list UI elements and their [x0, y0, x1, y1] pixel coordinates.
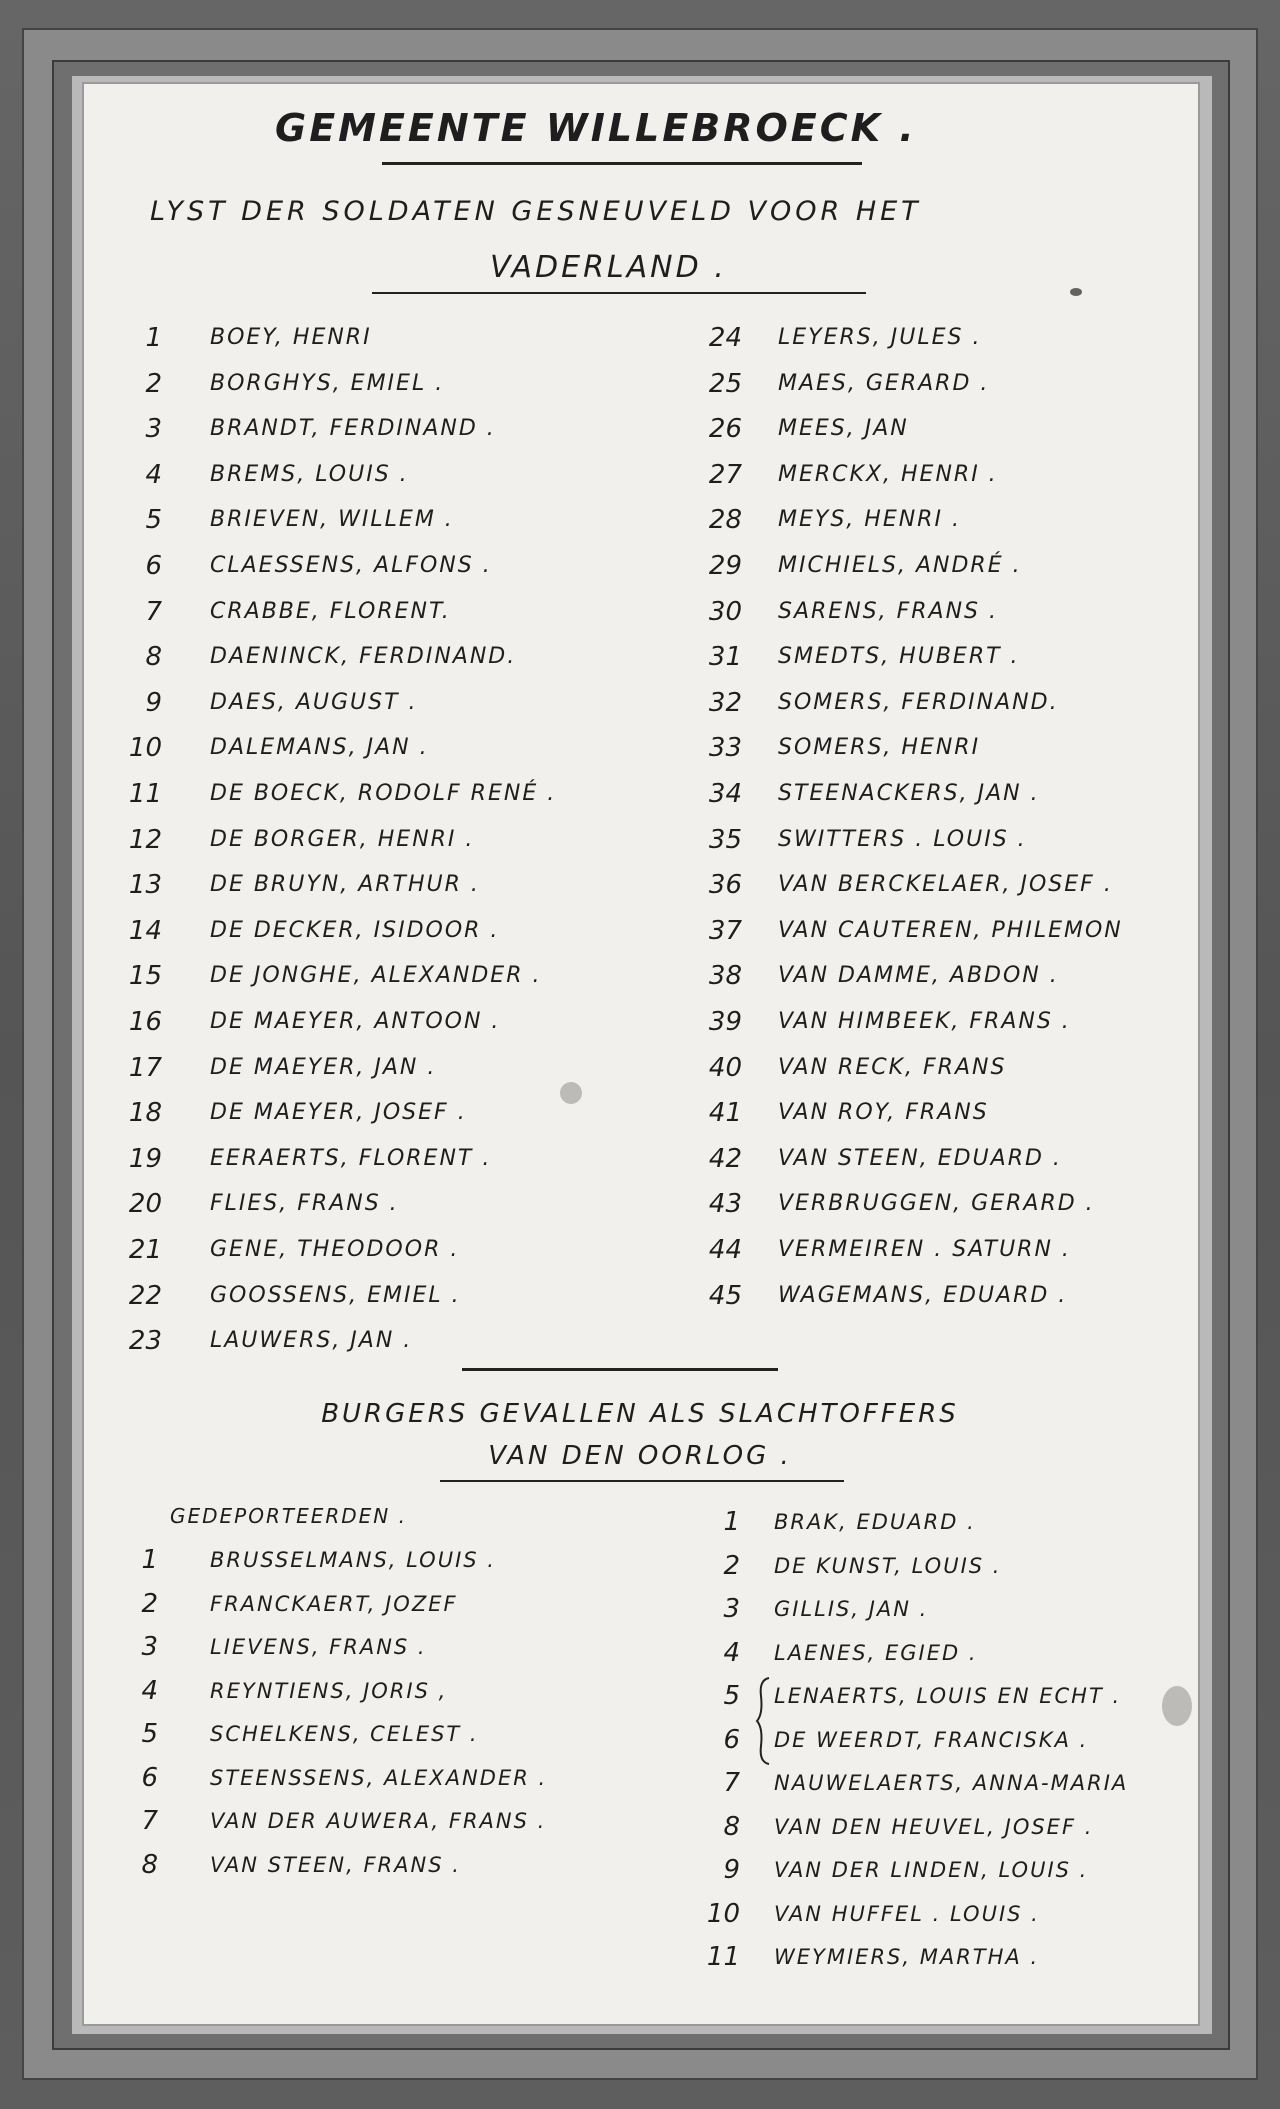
deported-entry-name: STEENSSENS, ALEXANDER . — [210, 1765, 548, 1790]
soldier-entry-name: MICHIELS, ANDRÉ . — [778, 553, 1022, 578]
deported-entry-number: 2 — [141, 1588, 158, 1619]
civilian-entry — [0, 1894, 1280, 1934]
soldier-entry-name: DAES, AUGUST . — [210, 689, 418, 715]
soldier-entry-number: 2 — [145, 368, 162, 399]
civilian-entry-name: BRAK, EDUARD . — [774, 1510, 976, 1534]
soldier-entry-name: SMEDTS, HUBERT . — [778, 644, 1020, 670]
soldier-entry-name: DE MAEYER, JAN . — [210, 1054, 437, 1080]
soldier-entry-name: SOMERS, FERDINAND. — [778, 689, 1059, 715]
soldier-entry-number: 28 — [708, 505, 742, 536]
soldier-entry-name: STEENACKERS, JAN . — [778, 781, 1040, 806]
soldier-entry-name: DALEMANS, JAN . — [210, 735, 429, 761]
soldier-entry-number: 16 — [128, 1007, 162, 1037]
soldier-entry-name: SWITTERS . LOUIS . — [778, 826, 1027, 852]
soldier-entry-number: 19 — [128, 1143, 162, 1174]
soldier-entry-name: LEYERS, JULES . — [778, 325, 982, 350]
civilian-entry — [0, 1720, 1280, 1760]
soldier-entry-number: 18 — [128, 1098, 162, 1129]
soldier-entry-number: 31 — [708, 642, 742, 673]
deported-entry-name: FRANCKAERT, JOZEF — [210, 1591, 458, 1616]
soldier-entry-name: DE MAEYER, ANTOON . — [210, 1009, 501, 1034]
deported-entry-name: SCHELKENS, CELEST . — [210, 1722, 479, 1746]
deported-entry-name: VAN DER AUWERA, FRANS . — [210, 1809, 547, 1833]
list-heading-continued: VADERLAND . — [490, 250, 727, 285]
soldier-entry-number: 43 — [708, 1189, 742, 1220]
soldier-entry-name: DE DECKER, ISIDOOR . — [210, 917, 500, 943]
page-title: GEMEENTE WILLEBROECK . — [275, 106, 917, 150]
civilian-entry-name: DE KUNST, LOUIS . — [774, 1553, 1002, 1578]
civilian-entry — [0, 1937, 1280, 1977]
civilian-entry-name: WEYMIERS, MARTHA . — [774, 1945, 1040, 1969]
soldier-entry-number: 14 — [128, 915, 162, 946]
soldier-entry-number: 40 — [708, 1052, 742, 1083]
deported-entry-number: 7 — [141, 1806, 158, 1836]
soldier-entry-number: 20 — [128, 1189, 162, 1220]
soldier-entry-name: MAES, GERARD . — [778, 370, 990, 396]
soldier-entry-number: 7 — [145, 596, 162, 627]
soldier-entry-number: 26 — [708, 414, 742, 445]
soldier-entry — [0, 364, 1280, 404]
civilian-entry-number: 9 — [723, 1855, 740, 1885]
soldier-entry-name: MERCKX, HENRI . — [778, 461, 998, 487]
soldier-entry-name: DE JONGHE, ALEXANDER . — [210, 963, 542, 989]
civilians-underline — [440, 1480, 844, 1482]
soldier-entry-number: 30 — [708, 596, 742, 627]
soldier-entry-number: 9 — [145, 687, 162, 718]
soldier-entry-number: 3 — [145, 414, 162, 445]
soldier-entry-name: DAENINCK, FERDINAND. — [210, 644, 517, 670]
soldier-entry-number: 24 — [708, 323, 742, 353]
soldier-entry-name: VAN ROY, FRANS — [778, 1100, 989, 1126]
soldier-entry-name: SOMERS, HENRI — [778, 735, 981, 761]
soldier-entry-number: 22 — [128, 1280, 162, 1311]
soldier-entry-number: 35 — [708, 824, 742, 855]
civilian-entry-name: VAN DEN HEUVEL, JOSEF . — [774, 1814, 1094, 1839]
list-heading: LYST DER SOLDATEN GESNEUVELD VOOR HET — [150, 196, 922, 227]
soldier-entry — [0, 1002, 1280, 1042]
soldier-entry-name: BOEY, HENRI — [210, 325, 372, 350]
civilian-entry — [0, 1763, 1280, 1803]
civilian-entry-name: GILLIS, JAN . — [774, 1597, 929, 1621]
soldier-entry-number: 11 — [128, 779, 162, 809]
civilian-entry-name: LAENES, EGIED . — [774, 1640, 978, 1665]
soldier-entry-name: VAN DAMME, ABDON . — [778, 963, 1059, 989]
civilian-entry — [0, 1589, 1280, 1629]
soldier-entry — [0, 409, 1280, 449]
soldier-entry-name: VERBRUGGEN, GERARD . — [778, 1191, 1095, 1217]
soldier-entry-number: 21 — [128, 1235, 162, 1265]
civilian-entry-name: VAN DER LINDEN, LOUIS . — [774, 1858, 1089, 1882]
soldier-entry-name: VAN CAUTEREN, PHILEMON — [778, 917, 1123, 943]
soldier-entry — [0, 728, 1280, 768]
soldier-entry-number: 10 — [128, 733, 162, 764]
soldier-entry-name: VAN STEEN, EDUARD . — [778, 1145, 1062, 1171]
civilian-entry — [0, 1676, 1280, 1716]
soldier-entry-number: 12 — [128, 824, 162, 855]
soldier-entry-name: EERAERTS, FLORENT . — [210, 1145, 492, 1171]
deported-entry-number: 5 — [141, 1719, 158, 1749]
deported-label: GEDEPORTEERDEN . — [170, 1504, 407, 1528]
soldier-entry-number: 34 — [708, 779, 742, 809]
soldier-entry-name: DE BORGER, HENRI . — [210, 826, 475, 852]
soldier-entry — [0, 1048, 1280, 1088]
soldier-entry-number: 42 — [708, 1143, 742, 1174]
soldier-entry-number: 36 — [708, 870, 742, 901]
soldier-entry-name: FLIES, FRANS . — [210, 1191, 399, 1217]
soldier-entry — [0, 318, 1280, 358]
civilian-entry-number: 5 — [723, 1681, 740, 1711]
soldier-entry — [0, 500, 1280, 540]
deported-entry-number: 6 — [141, 1762, 158, 1793]
soldier-entry — [0, 774, 1280, 814]
soldier-entry-name: VAN HIMBEEK, FRANS . — [778, 1009, 1071, 1034]
civilian-entry — [0, 1850, 1280, 1890]
civilian-entry — [0, 1807, 1280, 1847]
soldier-entry-number: 45 — [708, 1280, 742, 1311]
soldier-entry-number: 13 — [128, 870, 162, 901]
soldier-entry-name: SARENS, FRANS . — [778, 598, 999, 624]
deported-entry-number: 1 — [141, 1545, 158, 1575]
paper-stain — [560, 1082, 582, 1104]
civilian-entry-name: NAUWELAERTS, ANNA-MARIA — [774, 1771, 1129, 1795]
soldier-entry-name: CLAESSENS, ALFONS . — [210, 553, 492, 578]
soldier-entry-name: BRANDT, FERDINAND . — [210, 416, 496, 442]
soldier-entry — [0, 911, 1280, 951]
soldier-entry-number: 32 — [708, 687, 742, 718]
soldier-entry-number: 6 — [145, 551, 162, 581]
civilian-entry-number: 3 — [723, 1594, 740, 1624]
civilian-entry-name: VAN HUFFEL . LOUIS . — [774, 1901, 1040, 1926]
civilian-entry-name: DE WEERDT, FRANCISKA . — [774, 1727, 1089, 1752]
soldier-entry — [0, 1184, 1280, 1224]
soldier-entry — [0, 1321, 1280, 1361]
soldier-entry-name: BORGHYS, EMIEL . — [210, 370, 445, 396]
civilian-entry — [0, 1546, 1280, 1586]
civilian-entry-name: LENAERTS, LOUIS EN ECHT . — [774, 1684, 1122, 1708]
soldier-entry — [0, 455, 1280, 495]
soldier-entry-number: 25 — [708, 368, 742, 399]
soldier-entry-number: 1 — [145, 323, 162, 353]
civilians-heading-continued: VAN DEN OORLOG . — [488, 1441, 792, 1471]
soldier-entry-name: VAN BERCKELAER, JOSEF . — [778, 872, 1113, 898]
soldier-entry — [0, 546, 1280, 586]
soldier-entry — [0, 637, 1280, 677]
soldier-entry-name: MEYS, HENRI . — [778, 507, 961, 533]
soldier-entry-name: WAGEMANS, EDUARD . — [778, 1282, 1068, 1308]
soldier-entry — [0, 956, 1280, 996]
soldier-entry — [0, 1276, 1280, 1316]
civilians-heading: BURGERS GEVALLEN ALS SLACHTOFFERS — [321, 1399, 959, 1429]
deported-entry-name: BRUSSELMANS, LOUIS . — [210, 1548, 496, 1572]
soldier-entry-number: 44 — [708, 1235, 742, 1265]
civilian-entry-number: 6 — [723, 1724, 740, 1755]
soldier-entry-number: 23 — [128, 1326, 162, 1357]
civilian-entry-number: 4 — [723, 1637, 740, 1668]
heading-underline — [372, 292, 866, 294]
deported-entry-number: 4 — [141, 1675, 158, 1706]
civilian-entry — [0, 1502, 1280, 1542]
soldier-entry-number: 27 — [708, 459, 742, 490]
soldier-entry-name: BREMS, LOUIS . — [210, 461, 409, 487]
civilian-entry — [0, 1633, 1280, 1673]
paper-stain — [1162, 1686, 1192, 1726]
soldier-entry — [0, 1139, 1280, 1179]
soldier-entry-name: GENE, THEODOOR . — [210, 1237, 460, 1262]
soldier-entry-name: VERMEIREN . SATURN . — [778, 1237, 1071, 1262]
soldier-entry-name: MEES, JAN — [778, 416, 909, 442]
soldier-entry-name: DE BRUYN, ARTHUR . — [210, 872, 480, 898]
soldier-entry-number: 38 — [708, 961, 742, 992]
soldier-entry-number: 37 — [708, 915, 742, 946]
soldier-entry — [0, 865, 1280, 905]
soldier-entry-number: 5 — [145, 505, 162, 536]
civilian-entry-number: 2 — [723, 1550, 740, 1581]
soldier-entry-name: CRABBE, FLORENT. — [210, 598, 451, 624]
soldier-entry-number: 17 — [128, 1052, 162, 1083]
soldier-entry — [0, 1230, 1280, 1270]
soldier-entry-name: VAN RECK, FRANS — [778, 1054, 1007, 1080]
soldier-entry-name: DE BOECK, RODOLF RENÉ . — [210, 781, 557, 806]
soldier-entry-number: 8 — [145, 642, 162, 673]
deported-entry-name: LIEVENS, FRANS . — [210, 1635, 427, 1659]
soldier-entry-number: 4 — [145, 459, 162, 490]
soldier-entry-number: 15 — [128, 961, 162, 992]
civilian-entry-number: 1 — [723, 1507, 740, 1537]
soldier-entry — [0, 1093, 1280, 1133]
soldier-entry-number: 29 — [708, 551, 742, 581]
brace-mark — [755, 1676, 773, 1766]
section-divider — [462, 1368, 778, 1371]
title-underline — [382, 162, 862, 165]
soldier-entry-name: LAUWERS, JAN . — [210, 1328, 413, 1354]
deported-entry-name: REYNTIENS, JORIS , — [210, 1678, 448, 1703]
civilian-entry-number: 11 — [706, 1942, 740, 1972]
paper-stain — [1070, 288, 1082, 296]
soldier-entry-number: 33 — [708, 733, 742, 764]
soldier-entry-name: GOOSSENS, EMIEL . — [210, 1282, 461, 1308]
soldier-entry-name: BRIEVEN, WILLEM . — [210, 507, 454, 533]
soldier-entry-number: 41 — [708, 1098, 742, 1129]
deported-entry-name: VAN STEEN, FRANS . — [210, 1852, 461, 1877]
deported-entry-number: 8 — [141, 1849, 158, 1880]
deported-entry-number: 3 — [141, 1632, 158, 1662]
soldier-entry — [0, 820, 1280, 860]
civilian-entry-number: 8 — [723, 1811, 740, 1842]
soldier-entry-number: 39 — [708, 1007, 742, 1037]
civilian-entry-number: 7 — [723, 1768, 740, 1798]
soldier-entry — [0, 683, 1280, 723]
civilian-entry-number: 10 — [706, 1898, 740, 1929]
soldier-entry-name: DE MAEYER, JOSEF . — [210, 1100, 467, 1126]
soldier-entry — [0, 592, 1280, 632]
